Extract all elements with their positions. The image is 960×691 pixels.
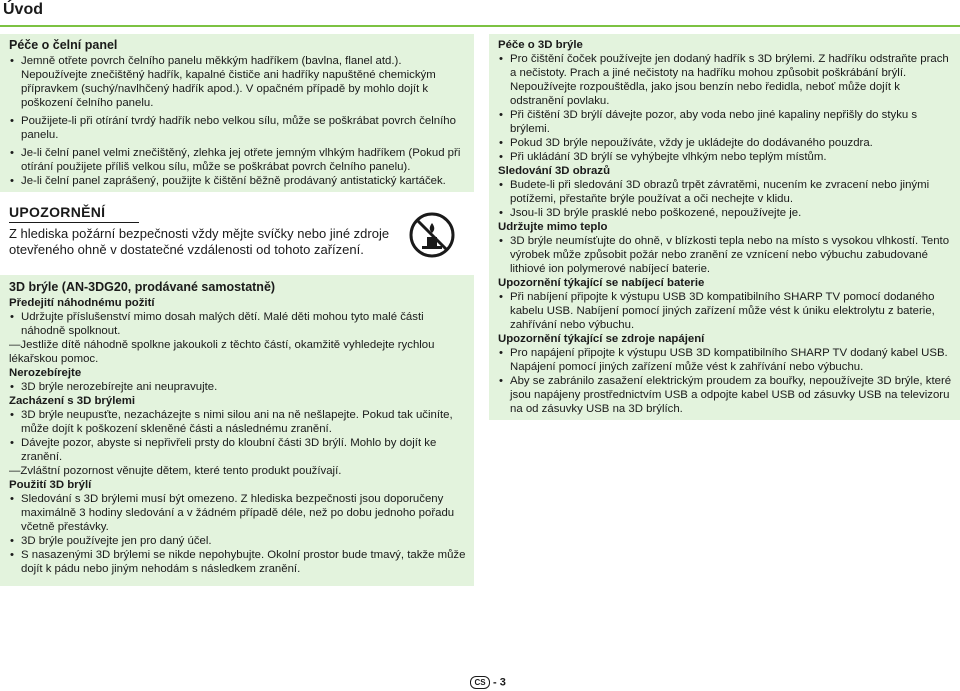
list-item: • Sledování s 3D brýlemi musí být omezeno. Z hlediska bezpečnosti jsou doporučeny maximálně 3 hodiny sledování a v žádném případě déle, než po dobu jednoho pořadu včetně přestávky. (9, 492, 469, 534)
warning-underline (9, 222, 139, 223)
no-open-flame-icon (408, 211, 456, 259)
care-front-section (9, 38, 469, 188)
list-item: • Budete-li při sledování 3D obrazů trpět závratěmi, nucením ke zvracení nebo jinými potížemi, přestaňte brýle používat a oči nechejte v klidu. (498, 178, 956, 206)
section-title: Použití 3D brýlí (9, 479, 92, 491)
glasses-list-4 (9, 492, 469, 576)
page-number (470, 676, 506, 689)
list-item: • Při čištění 3D brýlí dávejte pozor, aby voda nebo jiné kapaliny nepřišly do styku s brýlemi. (498, 108, 956, 136)
right-list-5 (498, 346, 956, 416)
section-title: Upozornění týkající se nabíjecí baterie (498, 277, 705, 289)
glasses-list-1 (9, 310, 469, 338)
list-item: • Dávejte pozor, abyste si nepřivřeli prsty do kloubní části 3D brýlí. Mohlo by dojít ke zranění. (9, 436, 469, 464)
page-header (0, 0, 960, 27)
page-number-value: 3 (499, 676, 506, 689)
glasses-care-section (498, 38, 956, 416)
warning-box (9, 204, 399, 258)
list-item: • Aby se zabránilo zasažení elektrickým proudem za bouřky, nepoužívejte 3D brýle, které jsou napájeny prostřednictvím USB a odpojte kabel USB od zásuvky USB na televizoru na od zásuvky USB na 3D brýlích. (498, 374, 956, 416)
right-list-4 (498, 290, 956, 332)
list-item: • 3D brýle používejte jen pro daný účel. (9, 534, 469, 548)
list-item: • 3D brýle neupusťte, nezacházejte s nimi silou ani na ně nešlapejte. Pokud tak učiníte, může dojít k poškození skleněné části a následnému zranění. (9, 408, 469, 436)
list-item: • Při ukládání 3D brýlí se vyhýbejte vlhkým nebo teplým místům. (498, 150, 956, 164)
glasses-list-3 (9, 408, 469, 464)
list-item: • Je-li čelní panel velmi znečištěný, zlehka jej otřete jemným vlhkým hadříkem (Pokud při otírání použijete příliš velkou sílu, může se poškrábat povrch čelního panelu). (9, 146, 469, 174)
glasses-list-2 (9, 380, 469, 394)
list-item: • Jemně otřete povrch čelního panelu měkkým hadříkem (bavlna, flanel atd.). Nepoužívejte znečištěný hadřík, kapalné čističe ani hadříky napuštěné chemickým přípravkem (suchý/navlhčený hadřík apod.). V opačném případě by mohlo dojít k poškození čelního panelu. (9, 54, 469, 110)
note: —Zvláštní pozornost věnujte dětem, které tento produkt používají. (9, 465, 342, 477)
list-item: • Je-li čelní panel zaprášený, použijte k čištění běžně prodávaný antistatický kartáček. (9, 174, 469, 188)
warning-title: UPOZORNĚNÍ (9, 204, 106, 220)
list-item: • Použijete-li při otírání tvrdý hadřík nebo velkou sílu, může se poškrábat povrch čelního panelu. (9, 114, 469, 142)
list-item: • S nasazenými 3D brýlemi se nikde nepohybujte. Okolní prostor bude tmavý, takže může dojít k pádu nebo jiným nehodám s následkem zranění. (9, 548, 469, 576)
section-title: Péče o 3D brýle (498, 39, 583, 51)
list-item: • Udržujte příslušenství mimo dosah malých dětí. Malé děti mohou tyto malé části náhodně spolknout. (9, 310, 469, 338)
header-rule (0, 25, 960, 27)
care-front-heading: Péče o čelní panel (9, 38, 118, 52)
care-front-list (9, 54, 469, 188)
page-title: Úvod (3, 1, 43, 18)
note: —Jestliže dítě náhodně spolkne jakoukoli z těchto částí, okamžitě vyhledejte rychlou lékařskou pomoc. (9, 339, 435, 365)
section-title: Nerozebírejte (9, 367, 82, 379)
language-badge: CS (470, 676, 490, 689)
right-list-3 (498, 234, 956, 276)
list-item: • Pro čištění čoček používejte jen dodaný hadřík s 3D brýlemi. Z hadříku odstraňte prach a nečistoty. Prach a jiné nečistoty na hadříku mohou způsobit poškrábání brýlí. Nepoužívejte rozpouštědla, jako jsou benzín nebo ředidla, neboť může dojít k odstranění povlaku. (498, 52, 956, 108)
section-title: Předejití náhodnému požití (9, 297, 155, 309)
right-list-2 (498, 178, 956, 220)
page-dash: - (493, 676, 500, 689)
list-item: • 3D brýle neumísťujte do ohně, v blízkosti tepla nebo na místo s vysokou vlhkostí. Tento výrobek může způsobit požár nebo zranění ze vznícení nebo výbuchu zabudované lithiové ion polymerové nabíjecí baterie. (498, 234, 956, 276)
section-title: Zacházení s 3D brýlemi (9, 395, 135, 407)
list-item: • Pokud 3D brýle nepoužíváte, vždy je ukládejte do dodávaného pouzdra. (498, 136, 956, 150)
warning-text: Z hlediska požární bezpečnosti vždy mějte svíčky nebo jiné zdroje otevřeného ohně v dostatečné vzdálenosti od tohoto zařízení. (9, 226, 390, 257)
section-title: Upozornění týkající se zdroje napájení (498, 333, 705, 345)
list-item: • Při nabíjení připojte k výstupu USB 3D kompatibilního SHARP TV pomocí dodaného kabelu USB. Nabíjení pomocí jiných zařízení může vést k úniku elektrolytu z baterie, zahřívání nebo výbuchu. (498, 290, 956, 332)
section-title: Sledování 3D obrazů (498, 165, 611, 177)
list-item: • Pro napájení připojte k výstupu USB 3D kompatibilního SHARP TV dodaný kabel USB. Napájení pomocí jiných zařízení může vést k zahřívání nebo výbuchu. (498, 346, 956, 374)
glasses-section (9, 280, 469, 576)
right-list-1 (498, 52, 956, 164)
glasses-heading: 3D brýle (AN-3DG20, prodávané samostatně) (9, 280, 276, 294)
section-title: Udržujte mimo teplo (498, 221, 608, 233)
list-item: • Jsou-li 3D brýle prasklé nebo poškozené, nepoužívejte je. (498, 206, 956, 220)
list-item: • 3D brýle nerozebírejte ani neupravujte. (9, 380, 469, 394)
